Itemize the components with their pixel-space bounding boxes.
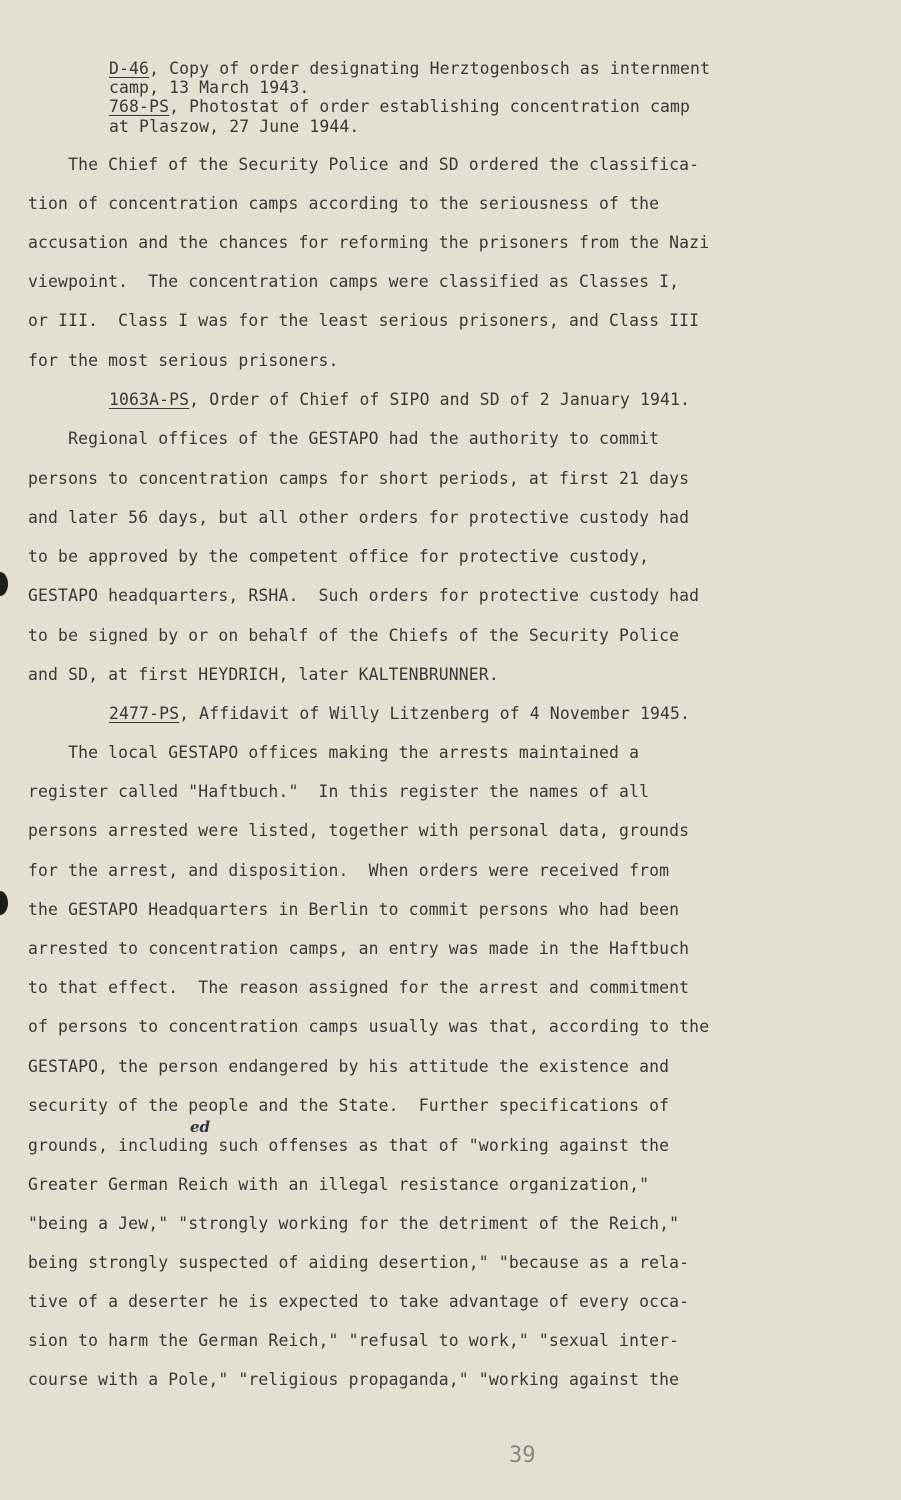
text-line: grounds, including such offenses as that of "working against the: [28, 1136, 670, 1155]
reference-text: , Photostat of order establishing concentration camp: [169, 97, 691, 116]
text-line: GESTAPO, the person endangered by his attitude the existence and: [28, 1057, 670, 1076]
reference-line: [109, 117, 359, 136]
binder-hole-mark: [0, 891, 8, 915]
citation-line: [109, 704, 690, 723]
text-line: the GESTAPO Headquarters in Berlin to commit persons who had been: [28, 900, 680, 919]
text-line: for the most serious prisoners.: [28, 351, 339, 370]
text-line: tive of a deserter he is expected to take advantage of every occa-: [28, 1292, 690, 1311]
text-line: persons to concentration camps for short periods, at first 21 days: [28, 469, 690, 488]
binder-hole-mark: [0, 572, 8, 596]
citation-code: 2477-PS: [109, 704, 180, 723]
text-line: arrested to concentration camps, an entry was made in the Haftbuch: [28, 939, 690, 958]
reference-line: [109, 78, 309, 97]
text-line: GESTAPO headquarters, RSHA. Such orders for protective custody had: [28, 586, 700, 605]
text-line: course with a Pole," "religious propaganda," "working against the: [28, 1370, 680, 1389]
text-line: register called "Haftbuch." In this register the names of all: [28, 782, 650, 801]
text-line: security of the people and the State. Further specifications of: [28, 1096, 670, 1115]
text-line: The Chief of the Security Police and SD ordered the classifica-: [28, 155, 700, 174]
text-line: The local GESTAPO offices making the arrests maintained a: [28, 743, 640, 762]
text-line: to be signed by or on behalf of the Chiefs of the Security Police: [28, 626, 680, 645]
reference-text: camp, 13 March 1943.: [109, 78, 310, 97]
text-line: and SD, at first HEYDRICH, later KALTENBRUNNER.: [28, 665, 499, 684]
reference-code: 768-PS: [109, 97, 170, 116]
text-line: viewpoint. The concentration camps were classified as Classes I,: [28, 272, 680, 291]
text-line: "being a Jew," "strongly working for the detriment of the Reich,": [28, 1214, 680, 1233]
text-line: to that effect. The reason assigned for the arrest and commitment: [28, 978, 690, 997]
text-line: and later 56 days, but all other orders for protective custody had: [28, 508, 690, 527]
text-line: persons arrested were listed, together with personal data, grounds: [28, 821, 690, 840]
text-line: for the arrest, and disposition. When orders were received from: [28, 861, 670, 880]
citation-text: , Order of Chief of SIPO and SD of 2 January 1941.: [189, 390, 691, 409]
reference-line: [109, 97, 690, 116]
text-line: to be approved by the competent office for protective custody,: [28, 547, 650, 566]
text-line: being strongly suspected of aiding desertion," "because as a rela-: [28, 1253, 690, 1272]
citation-line: [109, 390, 690, 409]
reference-code: D-46: [109, 59, 150, 78]
text-line: accusation and the chances for reforming the prisoners from the Nazi: [28, 233, 710, 252]
text-line: of persons to concentration camps usually was that, according to the: [28, 1017, 710, 1036]
text-line: Greater German Reich with an illegal resistance organization,": [28, 1175, 650, 1194]
reference-text: , Copy of order designating Herztogenbosch as internment: [149, 59, 711, 78]
text-line: sion to harm the German Reich," "refusal to work," "sexual inter-: [28, 1331, 680, 1350]
page-number: 39: [509, 1443, 536, 1468]
text-line: or III. Class I was for the least serious prisoners, and Class III: [28, 311, 700, 330]
text-line: Regional offices of the GESTAPO had the authority to commit: [28, 429, 660, 448]
handwritten-correction: ed: [190, 1118, 211, 1136]
citation-code: 1063A-PS: [109, 390, 190, 409]
reference-line: [109, 59, 710, 78]
citation-text: , Affidavit of Willy Litzenberg of 4 November 1945.: [179, 704, 691, 723]
reference-text: at Plaszow, 27 June 1944.: [109, 117, 360, 136]
text-line: tion of concentration camps according to the seriousness of the: [28, 194, 660, 213]
